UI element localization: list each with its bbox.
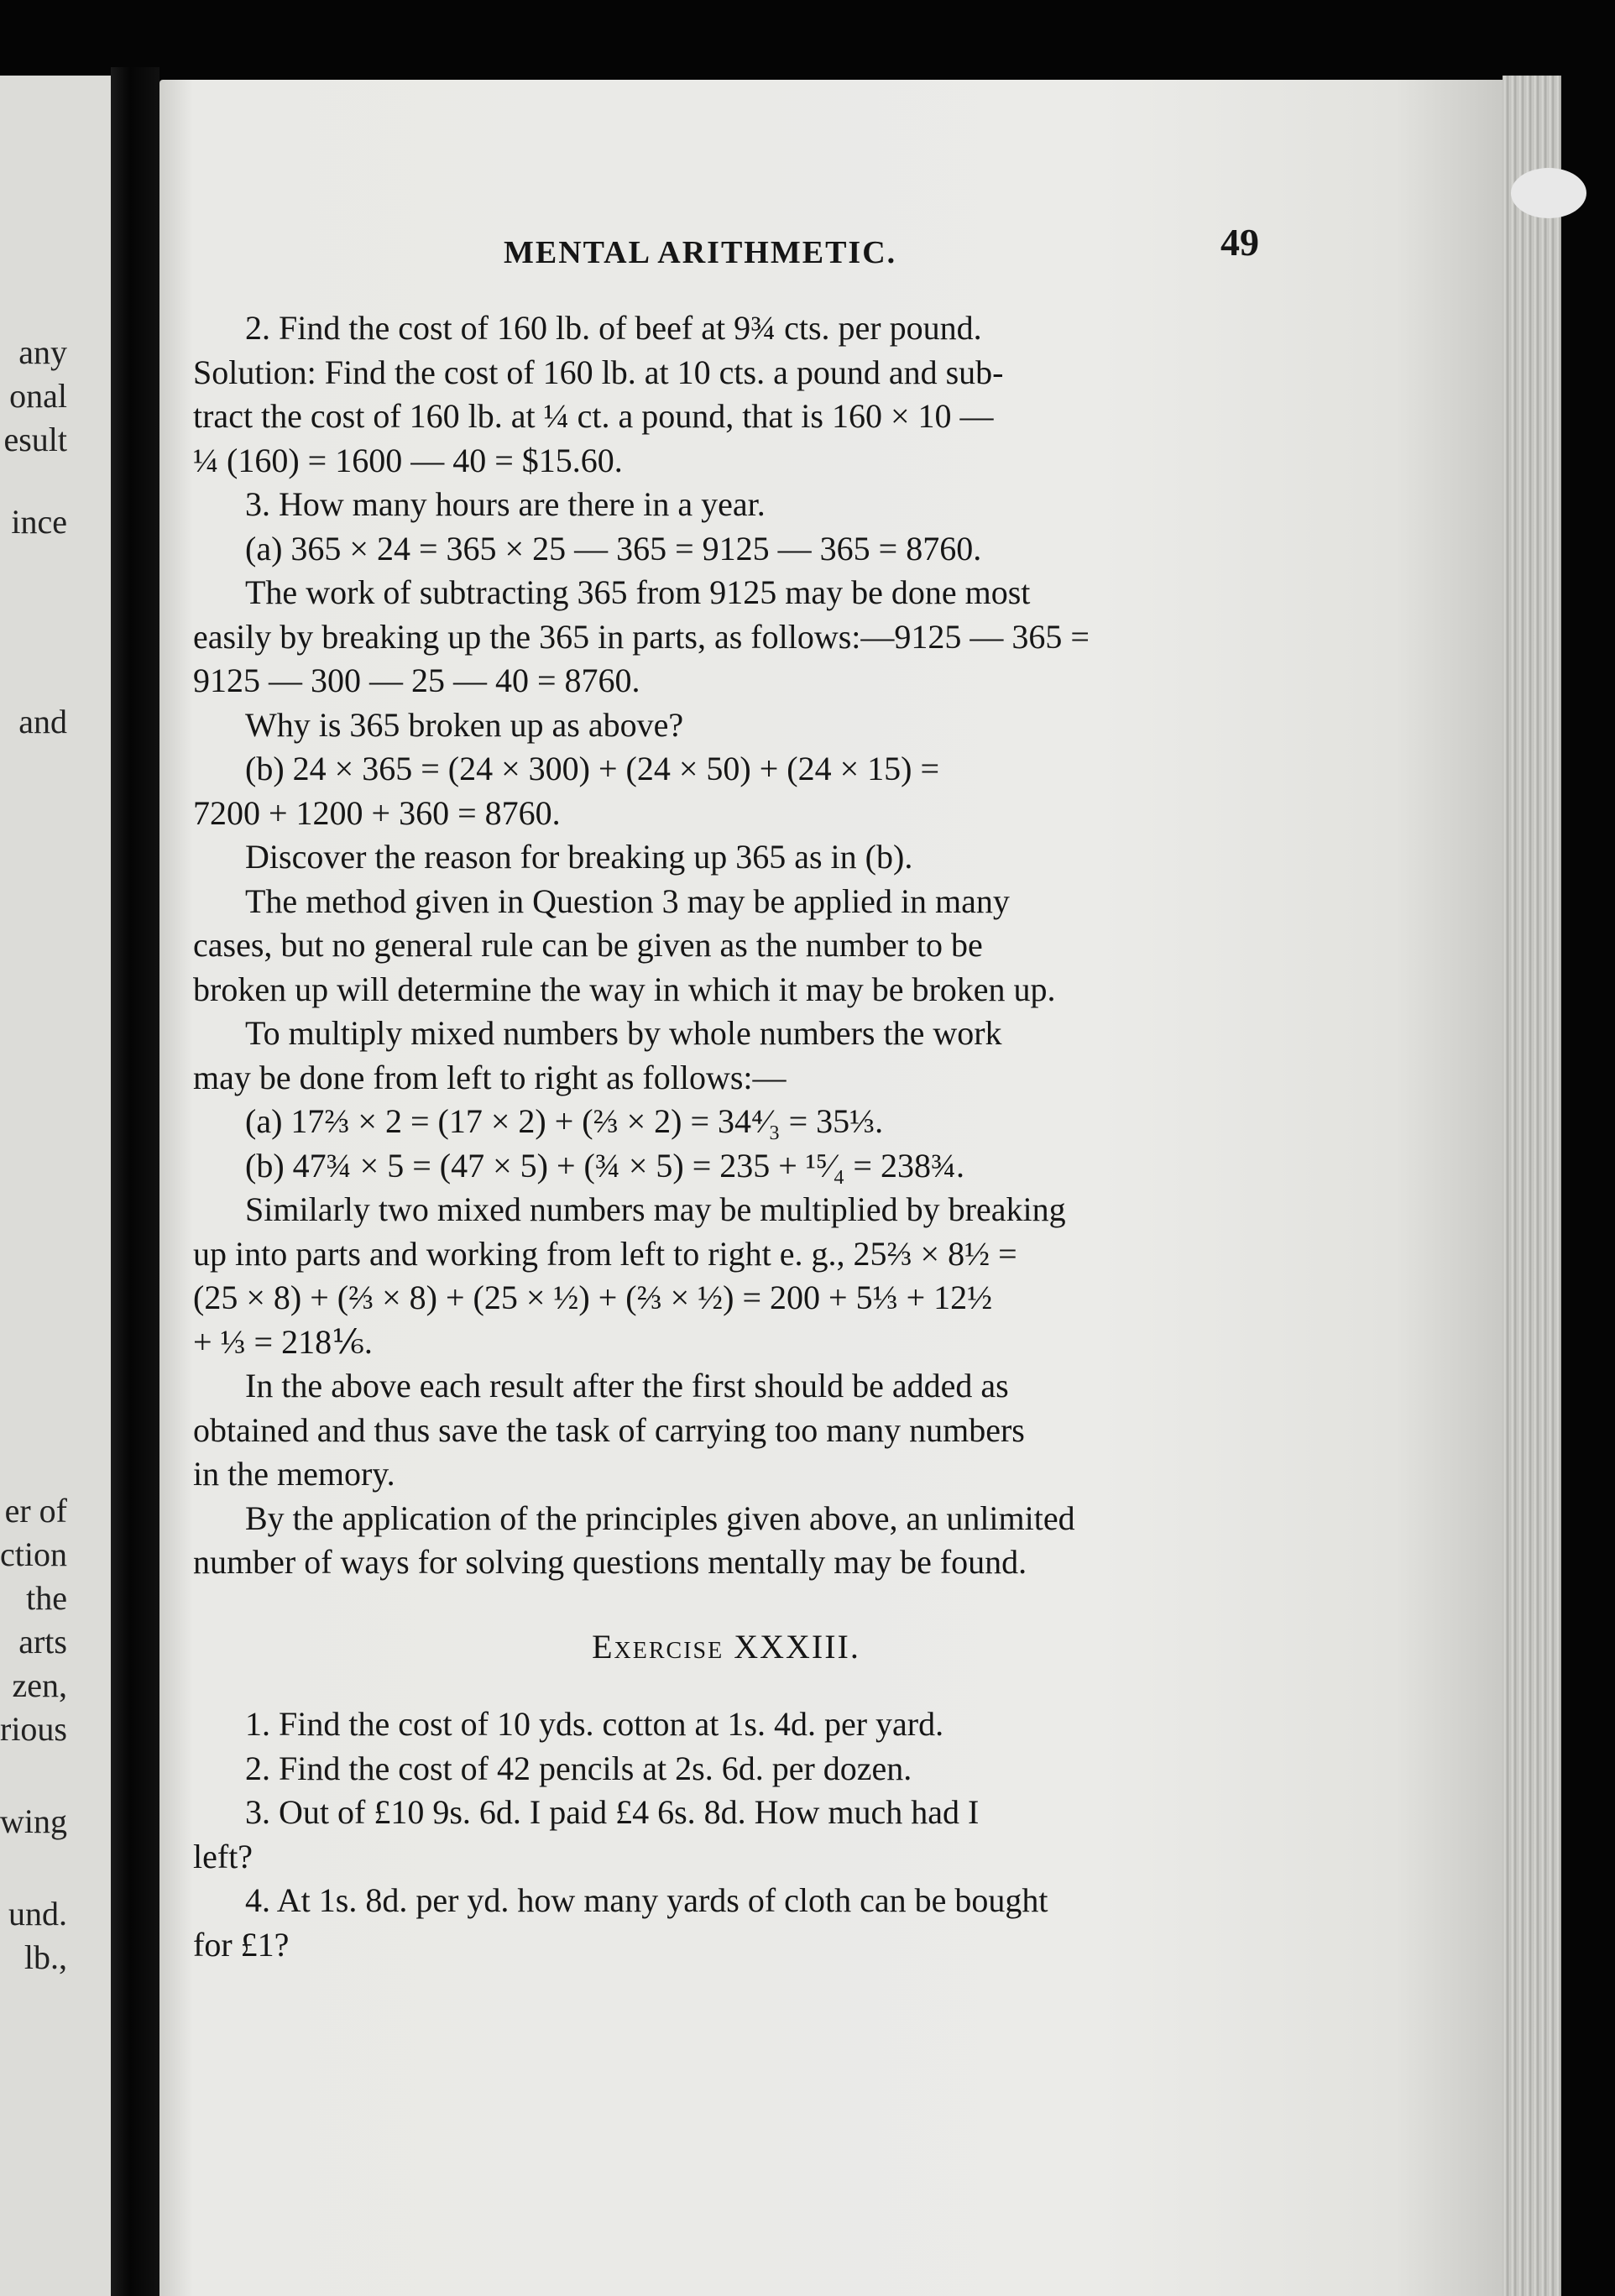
exercise-title: Exercise XXXIII. <box>592 1627 860 1666</box>
text-line: (a) 17⅔ × 2 = (17 × 2) + (⅔ × 2) = 34⁴⁄₃ = 35⅓. <box>245 1102 884 1140</box>
facing-page-fragment: any <box>18 333 67 371</box>
text-line: for £1? <box>193 1925 290 1964</box>
facing-page-fragment: lb., <box>24 1938 67 1976</box>
page-edge <box>1503 76 1561 2296</box>
text-line: In the above each result after the first should be added as <box>245 1367 1009 1404</box>
text-line: 2. Find the cost of 160 lb. of beef at 9¾ cts. per pound. <box>245 309 982 347</box>
scan-edge <box>1561 0 1615 2296</box>
text-line: (25 × 8) + (⅔ × 8) + (25 × ½) + (⅔ × ½) = 200 + 5⅓ + 12½ <box>193 1279 993 1316</box>
scan-speck <box>1511 168 1586 218</box>
facing-page-strip <box>0 76 111 2296</box>
text-line: 3. Out of £10 9s. 6d. I paid £4 6s. 8d. How much had I <box>245 1793 980 1831</box>
text-line: tract the cost of 160 lb. at ¼ ct. a pound, that is 160 × 10 — <box>193 397 994 435</box>
facing-page-fragment: ince <box>11 503 67 541</box>
facing-page-fragment: rious <box>0 1710 67 1748</box>
page-number: 49 <box>1220 221 1259 264</box>
facing-page-fragment: zen, <box>12 1666 67 1704</box>
facing-page-fragment: and <box>18 703 67 740</box>
facing-page-fragment: esult <box>3 421 67 458</box>
text-line: Discover the reason for breaking up 365 as in (b). <box>245 838 913 876</box>
facing-page-fragment: wing <box>0 1802 67 1840</box>
text-line: cases, but no general rule can be given as the number to be <box>193 926 983 964</box>
text-line: 3. How many hours are there in a year. <box>245 485 766 523</box>
text-line: 4. At 1s. 8d. per yd. how many yards of cloth can be bought <box>245 1881 1048 1919</box>
facing-page-fragment: the <box>26 1579 67 1617</box>
text-line: Why is 365 broken up as above? <box>245 705 684 744</box>
text-line: To multiply mixed numbers by whole numbers the work <box>245 1014 1002 1052</box>
text-line: Solution: Find the cost of 160 lb. at 10 cts. a pound and sub- <box>193 353 1004 391</box>
running-head: MENTAL ARITHMETIC. <box>504 235 897 270</box>
text-line: ¼ (160) = 1600 — 40 = $15.60. <box>193 441 623 479</box>
text-line: By the application of the principles given above, an unlimited <box>245 1498 1075 1537</box>
text-line: (b) 24 × 365 = (24 × 300) + (24 × 50) + (24 × 15) = <box>245 750 940 787</box>
text-line: + ⅓ = 218⅙. <box>193 1322 373 1361</box>
text-line: obtained and thus save the task of carrying too many numbers <box>193 1410 1025 1449</box>
text-line: in the memory. <box>193 1455 395 1493</box>
page-content <box>193 214 1259 1967</box>
text-line: 7200 + 1200 + 360 = 8760. <box>193 793 561 832</box>
book-gutter <box>111 67 159 2296</box>
text-line: number of ways for solving questions mentally may be found. <box>193 1543 1027 1581</box>
facing-page-fragment: er of <box>4 1492 67 1530</box>
text-line: (a) 365 × 24 = 365 × 25 — 365 = 9125 — 365 = 8760. <box>245 529 982 567</box>
text-line: The method given in Question 3 may be applied in many <box>245 881 1010 920</box>
text-line: 1. Find the cost of 10 yds. cotton at 1s. 4d. per yard. <box>245 1705 944 1743</box>
facing-page-fragment: ction <box>0 1535 67 1573</box>
text-line: The work of subtracting 365 from 9125 may be done most <box>245 573 1031 611</box>
page-header <box>193 214 1259 281</box>
text-line: (b) 47¾ × 5 = (47 × 5) + (¾ × 5) = 235 + ¹⁵⁄₄ = 238¾. <box>245 1146 964 1185</box>
body-text <box>193 306 1259 1585</box>
text-line: 2. Find the cost of 42 pencils at 2s. 6d. per dozen. <box>245 1749 912 1787</box>
text-line: 9125 — 300 — 25 — 40 = 8760. <box>193 662 640 699</box>
text-line: broken up will determine the way in which it may be broken up. <box>193 970 1056 1008</box>
facing-page-fragment: und. <box>8 1895 67 1933</box>
text-line: may be done from left to right as follows:— <box>193 1058 787 1096</box>
text-line: left? <box>193 1837 253 1875</box>
facing-page-fragment: onal <box>9 377 67 415</box>
text-line: up into parts and working from left to right e. g., 25⅔ × 8½ = <box>193 1234 1017 1273</box>
text-line: Similarly two mixed numbers may be multiplied by breaking <box>245 1190 1066 1228</box>
facing-page-fragment: arts <box>18 1623 67 1661</box>
text-line: easily by breaking up the 365 in parts, as follows:—9125 — 365 = <box>193 617 1090 656</box>
exercise-list <box>193 1702 1259 1967</box>
